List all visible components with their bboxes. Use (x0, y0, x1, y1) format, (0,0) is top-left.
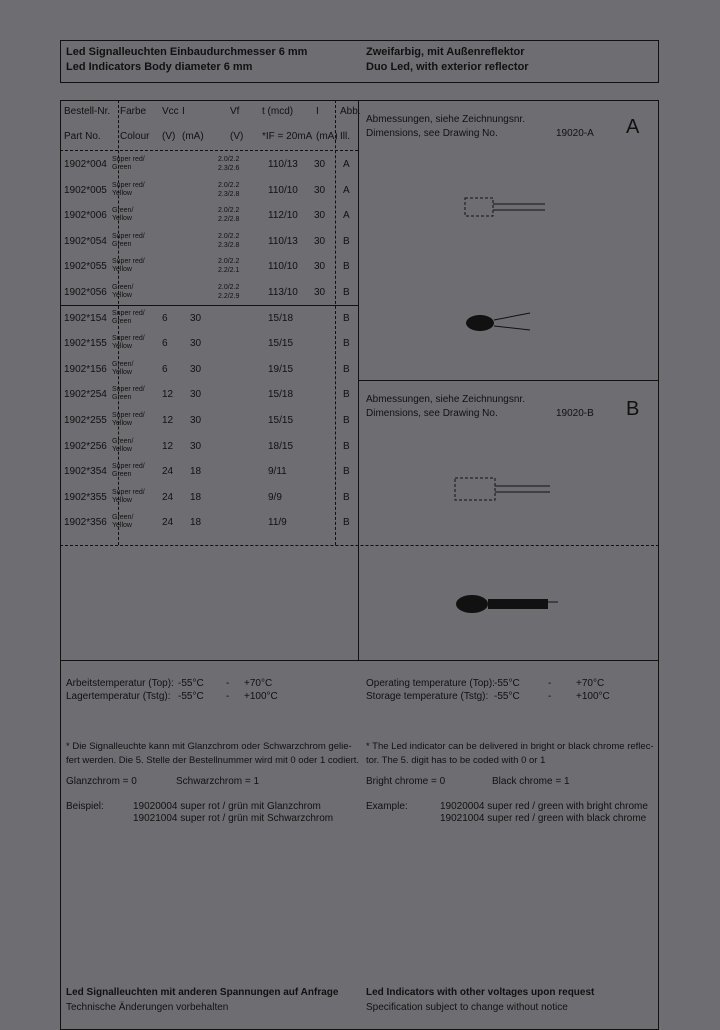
table-row (60, 486, 358, 511)
vcc: 12 (162, 440, 174, 452)
led-drawing-a (460, 190, 550, 340)
part-number: 1902*256 (64, 440, 107, 452)
illustration: B (343, 415, 350, 426)
illustration: B (343, 440, 350, 452)
part-number: 1902*055 (64, 261, 107, 273)
colour: Super red/ Yellow (112, 258, 145, 274)
luminous-intensity: 15/15 (268, 338, 294, 350)
table-header-cell: Abb. (340, 106, 361, 117)
vcc: 12 (162, 415, 174, 426)
temp-dash: - (226, 691, 230, 702)
colour: Green/ Yellow (112, 514, 134, 530)
temp-label: Storage temperature (Tstg): (366, 691, 489, 702)
part-number: 1902*155 (64, 338, 107, 350)
luminous-intensity: 9/11 (268, 466, 287, 478)
example-de-1: 19020004 super rot / grün mit Glanzchrom (133, 801, 321, 812)
luminous-intensity: 15/18 (268, 389, 294, 401)
forward-voltage: 2.0/2.2 2.3/2.8 (218, 181, 240, 198)
note-en-2: tor. The 5. digit has to be coded with 0 or 1 (366, 755, 546, 766)
forward-voltage: 2.0/2.2 2.2/2.1 (218, 258, 240, 275)
colour: Super red/ Yellow (112, 335, 145, 351)
illustration: A (343, 159, 350, 170)
vcc: 6 (162, 312, 168, 324)
forward-voltage: 2.0/2.2 2.3/2.6 (218, 156, 240, 172)
drawing-a-number: 19020-A (556, 128, 594, 139)
part-number: 1902*254 (64, 389, 107, 401)
table-header-cell: Farbe (120, 106, 147, 117)
vcc: 12 (162, 389, 174, 401)
colour: Super red/ Green (112, 232, 145, 248)
temp-min: -55°C (178, 678, 204, 689)
colour: Super red/ Yellow (112, 412, 145, 427)
temp-label: Arbeitstemperatur (Top): (66, 678, 174, 689)
title-de: Led Signalleuchten Einbaudurchmesser 6 mm (66, 46, 308, 58)
subtitle-en: Duo Led, with exterior reflector (366, 61, 529, 73)
illustration: B (343, 517, 350, 529)
luminous-intensity: 18/15 (268, 440, 294, 452)
illustration: B (343, 235, 350, 247)
code-en-black: Black chrome = 1 (492, 776, 570, 787)
temp-min: -55°C (494, 678, 520, 689)
note-de-2: fert werden. Die 5. Stelle der Bestellnummer wird mit 0 oder 1 codiert. (66, 755, 360, 766)
temp-max: +70°C (576, 678, 605, 689)
max-current: 30 (314, 261, 326, 273)
vcc: 6 (162, 363, 168, 375)
table-header-cell: (V) (230, 131, 244, 142)
colour: Super red/ Green (112, 463, 145, 479)
part-number: 1902*056 (64, 287, 107, 298)
temp-label: Lagertemperatur (Tstg): (66, 691, 171, 702)
illustration: B (343, 363, 350, 375)
table-header-cell: Colour (120, 131, 150, 142)
current: 18 (190, 517, 202, 529)
current: 18 (190, 491, 202, 503)
table-row (60, 383, 358, 408)
table-header-cell: Bestell-Nr. (64, 106, 111, 117)
luminous-intensity: 11/9 (268, 517, 287, 529)
table-row (60, 358, 358, 383)
part-number: 1902*005 (64, 184, 107, 196)
table-row (60, 460, 358, 485)
illustration: A (343, 210, 350, 222)
vcc: 24 (162, 491, 174, 503)
illustration: B (343, 338, 350, 350)
example-en-1: 19020004 super red / green with bright chrome (440, 801, 648, 812)
example-en-2: 19021004 super red / green with black chrome (440, 813, 647, 824)
example-de-label: Beispiel: (66, 801, 104, 812)
part-number: 1902*356 (64, 517, 107, 529)
vcc: 24 (162, 517, 174, 529)
part-number: 1902*004 (64, 159, 107, 170)
luminous-intensity: 110/10 (268, 261, 298, 273)
table-row (60, 332, 358, 357)
illustration: B (343, 261, 350, 273)
max-current: 30 (314, 210, 326, 222)
table-header-cell: (mA) (182, 131, 204, 142)
table-row (60, 179, 358, 204)
led-drawing-b (450, 470, 570, 620)
max-current: 30 (314, 235, 326, 247)
temp-max: +100°C (244, 691, 278, 702)
table-header-cell: t (mcd) (262, 106, 294, 117)
temp-dash: - (548, 691, 552, 702)
table-row (60, 435, 358, 460)
section-rule (60, 660, 659, 661)
temp-min: -55°C (178, 691, 204, 702)
table-row (60, 307, 358, 332)
drawing-a-de: Abmessungen, siehe Zeichnungsnr. (366, 114, 525, 125)
illustration: B (343, 312, 350, 324)
current: 30 (190, 440, 202, 452)
table-header-cell: (V) (162, 131, 176, 142)
code-de-black: Schwarzchrom = 1 (176, 776, 260, 787)
luminous-intensity: 9/9 (268, 491, 282, 503)
drawing-b-letter: B (626, 398, 640, 420)
luminous-intensity: 113/10 (268, 287, 298, 298)
luminous-intensity: 110/13 (268, 159, 298, 170)
colour: Green/ Yellow (112, 437, 134, 453)
illustration: B (343, 491, 350, 503)
part-number: 1902*354 (64, 466, 107, 478)
colour: Super red/ Yellow (112, 488, 145, 504)
forward-voltage: 2.0/2.2 2.3/2.8 (218, 232, 240, 249)
part-number: 1902*054 (64, 235, 107, 247)
part-number: 1902*156 (64, 363, 107, 375)
max-current: 30 (314, 159, 326, 170)
colour: Super red/ Green (112, 309, 145, 325)
luminous-intensity: 15/18 (268, 312, 294, 324)
table-header-cell: I (182, 106, 185, 117)
drawing-b-de: Abmessungen, siehe Zeichnungsnr. (366, 394, 525, 405)
footer-de: Technische Änderungen vorbehalten (66, 1002, 229, 1013)
temp-label: Operating temperature (Top): (366, 678, 495, 689)
colour: Super red/ Yellow (112, 181, 145, 197)
luminous-intensity: 110/10 (268, 184, 298, 196)
current: 30 (190, 363, 202, 375)
temp-dash: - (226, 678, 230, 689)
table-row (60, 204, 358, 229)
code-en-bright: Bright chrome = 0 (366, 776, 446, 787)
table-header-cell: Vcc (162, 106, 179, 117)
colour: Super red/ Green (112, 156, 145, 171)
table-row (60, 153, 358, 178)
subtitle-de: Zweifarbig, mit Außenreflektor (366, 46, 525, 58)
max-current: 30 (314, 184, 326, 196)
temp-max: +70°C (244, 678, 273, 689)
current: 30 (190, 415, 202, 426)
table-row (60, 255, 358, 280)
table-header-cell: (mA) (316, 131, 338, 142)
luminous-intensity: 15/15 (268, 415, 294, 426)
footer-de-bold: Led Signalleuchten mit anderen Spannungen auf Anfrage (66, 987, 339, 998)
part-number: 1902*006 (64, 210, 107, 222)
note-de-1: * Die Signalleuchte kann mit Glanzchrom oder Schwarzchrom gelie- (66, 741, 352, 752)
table-header-cell: Ill. (340, 131, 350, 142)
note-en-1: * The Led indicator can be delivered in bright or black chrome reflec- (366, 741, 654, 752)
colour: Super red/ Green (112, 386, 145, 402)
example-en-label: Example: (366, 801, 408, 812)
drawing-b-en: Dimensions, see Drawing No. (366, 408, 498, 419)
part-number: 1902*255 (64, 415, 107, 426)
table-header-cell: I (316, 106, 319, 117)
temp-dash: - (548, 678, 552, 689)
title-en: Led Indicators Body diameter 6 mm (66, 61, 253, 73)
forward-voltage: 2.0/2.2 2.2/2.8 (218, 207, 240, 224)
part-number: 1902*154 (64, 312, 107, 324)
part-number: 1902*355 (64, 491, 107, 503)
table-header-rule (60, 150, 358, 151)
table-header-cell: Vf (230, 106, 240, 117)
colour: Green/ Yellow (112, 207, 134, 223)
table-row (60, 230, 358, 255)
current: 30 (190, 312, 202, 324)
vcc: 6 (162, 338, 168, 350)
drawing-b-number: 19020-B (556, 408, 594, 419)
current: 30 (190, 338, 202, 350)
example-de-2: 19021004 super rot / grün mit Schwarzchrom (133, 813, 334, 824)
luminous-intensity: 19/15 (268, 363, 294, 375)
current: 30 (190, 389, 202, 401)
vcc: 24 (162, 466, 174, 478)
luminous-intensity: 112/10 (268, 210, 298, 222)
footer-en-bold: Led Indicators with other voltages upon request (366, 987, 595, 998)
luminous-intensity: 110/13 (268, 235, 298, 247)
table-header-cell: *IF = 20mA (262, 131, 313, 142)
max-current: 30 (314, 287, 326, 298)
temp-min: -55°C (494, 691, 520, 702)
current: 18 (190, 466, 202, 478)
table-row (60, 511, 358, 536)
table-header-cell: Part No. (64, 131, 101, 142)
illustration: B (343, 389, 350, 401)
illustration: B (343, 287, 350, 298)
illustration: B (343, 466, 350, 478)
forward-voltage: 2.0/2.2 2.2/2.9 (218, 284, 240, 300)
footer-en: Specification subject to change without notice (366, 1002, 568, 1013)
colour: Green/ Yellow (112, 360, 134, 376)
code-de-bright: Glanzchrom = 0 (66, 776, 137, 787)
illustration: A (343, 184, 350, 196)
drawing-a-letter: A (626, 116, 640, 138)
drawing-a-en: Dimensions, see Drawing No. (366, 128, 498, 139)
table-row (60, 409, 358, 434)
drawing-divider (358, 380, 659, 381)
temp-max: +100°C (576, 691, 610, 702)
colour: Green/ Yellow (112, 284, 134, 299)
table-row (60, 281, 358, 306)
